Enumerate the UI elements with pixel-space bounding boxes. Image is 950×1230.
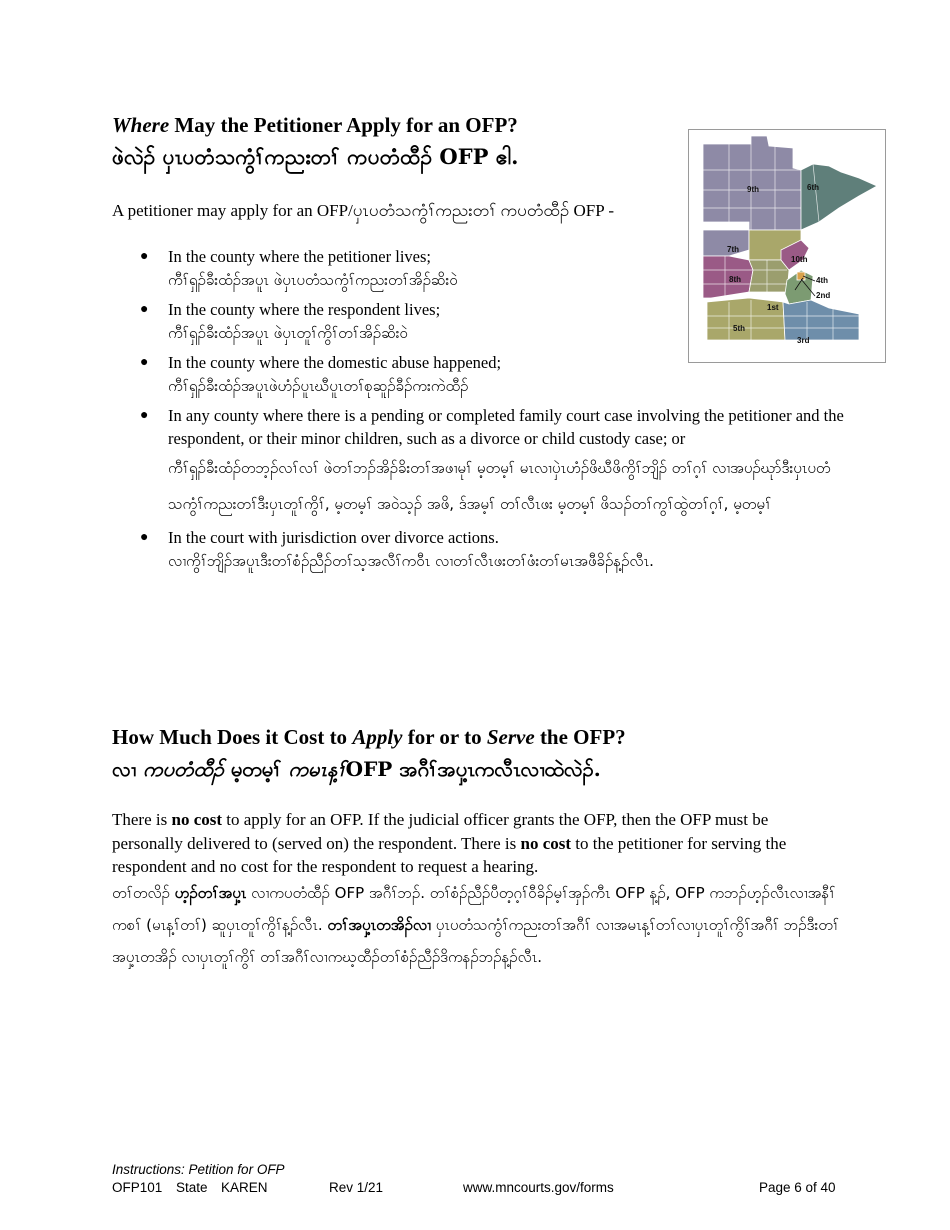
- form-revision: Rev 1/21: [329, 1180, 384, 1195]
- paragraph-text: ပှၤပတံသကွံၢ်ကညးတၢ်အဂီၢ် လၢအမၤန့ၢ်တၢ်လၢပှၤတူၢ်ကွိၢ်အဂီၢ် ဘၣ်ဒီးတၢ်အပှ့ၤတအိၣ် လၢပှၤတူၢ်ကွိၢ် တၢ်အဂီၢ်လၢကဃ့ထီၣ်တၢ်စံၣ်ညီၣ်ဒိကနၣ်ဘၣ်န့ၣ်လီၤ.: [112, 916, 840, 966]
- heading-text: May the Petitioner Apply for an OFP?: [169, 113, 518, 137]
- bullet-icon: ●: [140, 408, 149, 423]
- district-8th-region: [703, 256, 753, 298]
- map-label: 1st: [767, 303, 779, 312]
- list-item: [135, 404, 845, 522]
- form-language: KAREN: [221, 1180, 268, 1195]
- list-item-english: In the county where the respondent lives;: [168, 300, 441, 319]
- intro-text: A petitioner may apply for an OFP/ပှၤပတံသကွံၢ်ကညးတၢ် ကပတံထီၣ် OFP -: [112, 201, 614, 220]
- map-label: 8th: [729, 275, 741, 284]
- judicial-district-map: [688, 129, 886, 363]
- form-number: OFP101: [112, 1180, 163, 1195]
- list-item: [135, 526, 845, 573]
- section-heading-karen: [112, 754, 832, 784]
- heading-text: လၢ: [112, 757, 144, 781]
- form-state: State: [176, 1180, 208, 1195]
- cost-paragraph-english: [112, 808, 840, 879]
- cost-paragraph-karen: [112, 877, 840, 973]
- paragraph-bold: တၢ်အပှ့ၤတအိၣ်လၢ: [327, 916, 431, 934]
- district-3rd-region: [783, 300, 859, 340]
- page-footer: [112, 1161, 852, 1197]
- bullet-icon: ●: [140, 355, 149, 370]
- map-label: 6th: [807, 183, 819, 192]
- list-item-karen: ကီၢ်ရှၣ်ခီးထံၣ်အပူၤ ဖဲပှၤတူၢ်ကွိၢ်တၢ်အိၣ်ဆိးဝဲ: [168, 324, 408, 342]
- map-label: 5th: [733, 324, 745, 333]
- section-heading-karen: ဖဲလဲၣ် ပှၤပတံသကွံၢ်ကညးတၢ် ကပတံထီၣ် OFP ဧါ.: [112, 144, 519, 169]
- paragraph-bold: no cost: [520, 833, 572, 853]
- heading-emphasis: Where: [112, 113, 170, 137]
- map-label: 10th: [791, 255, 808, 264]
- bullet-icon: ●: [140, 302, 149, 317]
- paragraph-bold: ဟ့ၣ်တၢ်အပှ့ၤ: [174, 884, 247, 902]
- map-label: 3rd: [797, 336, 810, 345]
- district-7th-region: [703, 230, 749, 256]
- heading-emphasis: Apply: [352, 725, 403, 749]
- footer-title: Instructions: Petition for OFP: [112, 1162, 285, 1177]
- district-6th-region: [801, 164, 877, 230]
- map-label: 9th: [747, 185, 759, 194]
- heading-emphasis: ကမၤန့ၢ်: [288, 757, 346, 781]
- section-heading: [112, 724, 832, 750]
- section-heading: [112, 112, 672, 138]
- list-item-english: In the county where the domestic abuse happened;: [168, 353, 502, 372]
- heading-text: for or to: [402, 725, 487, 749]
- map-label: 7th: [727, 245, 739, 254]
- paragraph-text: တၢ်တလိၣ်: [112, 884, 175, 902]
- bullet-icon: ●: [140, 530, 149, 545]
- forms-url[interactable]: www.mncourts.gov/forms: [463, 1180, 614, 1195]
- list-item-english: In the county where the petitioner lives;: [168, 247, 432, 266]
- minnesota-map-graphic: [689, 130, 885, 362]
- list-item-english: In any county where there is a pending or completed family court case involving the petitioner and the respondent, or their minor children, such as a divorce or child custody case; or: [168, 406, 844, 448]
- heading-text: How Much Does it Cost to: [112, 725, 353, 749]
- paragraph-bold: no cost: [171, 810, 223, 829]
- page-number: Page 6 of 40: [759, 1180, 836, 1195]
- list-item-karen: ကီၢ်ရှၣ်ခီးထံၣ်အပူၤဖဲဟံၣ်ပူၤဃီပူၤတၢ်စုဆူၣ်ခီၣ်ကးကဲထီၣ်: [168, 377, 469, 395]
- list-item-english: In the court with jurisdiction over divorce actions.: [168, 528, 499, 547]
- list-item-karen: ကီၢ်ရှၣ်ခီးထံၣ်အပူၤ ဖဲပှၤပတံသကွံၢ်ကညးတၢ်အိၣ်ဆိးဝဲ: [168, 271, 458, 289]
- paragraph-text: to apply for an OFP. If the judicial officer grants the OFP, then the OFP must be personally delivered to (served on) the respondent. There is: [112, 810, 769, 853]
- district-central-region: [749, 260, 789, 292]
- list-item-karen: ကီၢ်ရှၣ်ခီးထံၣ်တဘ့ၣ်လၢ်လၢ် ဖဲတၢ်ဘၣ်အိၣ်ခိးတၢ်အဖၢမုၢ် မ့တမ့ၢ် မၤလၢပှဲၤဟံၣ်ဖိဃီဖိကွိၢ်ဘျိၣ် တၢ်ဂ့ၢ် လၢအပၣ်ဃုာ်ဒီးပှၤပတံသကွံၢ်ကညးတၢ်ဒီးပှၤတူၢ်ကွိၢ်, မ့တမ့ၢ် အဝဲသ့ၣ် အဖိ, ဒ်အမ့ၢ် တၢ်လီၤဖး မ့တမ့ၢ် ဖိသၣ်တၢ်ကွၢ်ထွဲတၢ်ဂ့ၢ်, မ့တမ့ၢ်: [168, 459, 831, 513]
- heading-text: မ့တမ့ၢ်: [223, 757, 289, 781]
- map-label: 2nd: [816, 291, 831, 300]
- paragraph-text: to the petitioner for serving the respondent and no cost for the respondent to request a hearing.: [112, 833, 787, 876]
- paragraph-text: There is: [112, 810, 172, 829]
- district-9th-region: [703, 136, 801, 230]
- bullet-icon: ●: [140, 249, 149, 264]
- heading-text: OFP အဂီၢ်အပှ့ၤကလီၤလၢထဲလဲၣ်.: [345, 757, 601, 781]
- map-label: 4th: [816, 276, 828, 285]
- heading-emphasis: Serve: [486, 725, 535, 749]
- footer-row: [112, 1179, 852, 1197]
- heading-emphasis: ကပတံထီၣ်: [143, 757, 224, 781]
- paragraph-text: လၢကပတံထီၣ် OFP အဂီၢ်ဘၣ်. တၢ်စံၣ်ညီၣ်ပီတ့ဂ့ၢ်ဝီခိၣ်မ့ၢ်အှၣ်ကီၤ OFP န့ၣ်, OFP ကဘၣ်ဟ့ၣ်လီၤလၢအနီၢ်ကစၢ် (မၤန့ၢ်တၢ်) ဆူပှၤတူၢ်ကွိၢ်န့ၣ်လီၤ.: [112, 884, 836, 934]
- list-item-karen: လၢကွိၢ်ဘျိၣ်အပူၤဒီးတၢ်စံၣ်ညီၣ်တၢ်သ့အလီၢ်ကဝီၤ လၢတၢ်လီၤဖးတၢ်ဖံးတၢ်မၤအဖီခိၣ်န့ၣ်လီၤ.: [168, 552, 654, 570]
- heading-text: the OFP?: [534, 725, 626, 749]
